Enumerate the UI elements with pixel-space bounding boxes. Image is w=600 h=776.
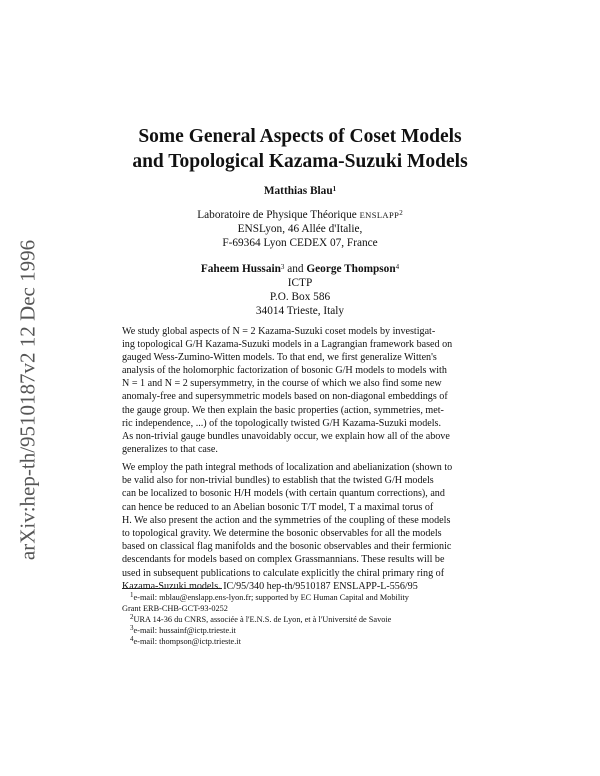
footnote-mark: 3 [130,624,134,632]
affiliation-city: F-69364 Lyon CEDEX 07, France [222,237,378,249]
abstract-paragraph-1 [122,325,478,456]
affiliation-line [0,208,600,222]
abstract-line: the gauge group. We then explain the basic properties (action, symmetries, met- [122,404,444,416]
abstract-line: used in subsequent publications to calculate explicitly the chiral primary ring of [122,567,445,579]
footnote-text: Grant ERB-CHB-GCT-93-0252 [122,604,228,613]
footnote-mark: 4 [130,635,134,643]
title-line-1: Some General Aspects of Coset Models [138,126,462,147]
abstract-line: be valid also for non-trivial bundles) to establish that the twisted G/H models [122,475,434,487]
abstract-paragraph-2 [122,461,478,593]
footnote-3 [122,625,478,636]
footnote-mark: 2 [399,209,403,217]
authors-hussain-thompson [0,262,600,276]
abstract-line: We employ the path integral methods of localization and abelianization (shown to [122,462,453,473]
abstract-line: analysis of the holomorphic factorization of bosonic G/H models to models with [122,365,447,377]
author-name: George Thompson [306,263,396,275]
affiliation-address: ENSLyon, 46 Allée d'Italie, [237,223,363,235]
affiliation-lab: Laboratoire de Physique Théorique [197,209,357,221]
author-blau [0,184,600,198]
arxiv-identifier: arXiv:hep-th/9510187v2 12 Dec 1996 [15,239,40,561]
footnote-mark: 4 [395,263,400,271]
and-word: and [287,263,304,275]
footnote-2 [122,614,478,625]
author-name: Matthias Blau [263,185,333,197]
footnote-text: e-mail: hussainf@ictp.trieste.it [133,626,236,635]
title-line-2: and Topological Kazama-Suzuki Models [132,151,468,172]
affiliation-inst: ICTP [287,277,313,289]
abstract-line: We study global aspects of N = 2 Kazama-Suzuki coset models by investigat- [122,326,436,337]
abstract-line: H. We also present the action and the symmetries of the coupling of these models [122,514,451,526]
footnote-mark: 1 [332,185,337,193]
footnotes [122,592,478,647]
abstract-line: gauged Wess-Zumino-Witten models. To that end, we first generalize Witten's [122,352,437,364]
abstract-line: ric independence, ...) of the topologically twisted G/H Kazama-Suzuki models. [122,417,441,429]
affiliation-inst: ENSLAPP [359,210,400,220]
footnote-text: URA 14-36 du CNRS, associée à l'E.N.S. de Lyon, et à l'Université de Savoie [133,615,392,624]
affiliation-box: P.O. Box 586 [269,291,331,303]
footnote-rule [122,588,222,589]
affiliation-enslapp [0,208,600,250]
footnote-1 [122,592,478,603]
abstract-line: based on classical flag manifolds and the bosonic observables and their fermionic [122,541,452,553]
abstract-line: to topological gravity. We determine the bosonic observables for all the models [122,528,442,540]
abstract-line: can be localized to bosonic H/H models (with certain quantum corrections), and [122,488,445,500]
footnote-mark: 1 [130,591,134,599]
affiliation-ictp [0,276,600,318]
affiliation-city: 34014 Trieste, Italy [255,305,345,317]
footnote-text: e-mail: thompson@ictp.trieste.it [133,637,241,646]
abstract-line: anomaly-free and supersymmetric models based on non-diagonal embeddings of [122,391,448,403]
abstract-line: generalizes to that case. [122,443,218,455]
footnote-mark: 3 [280,263,285,271]
abstract-line: N = 1 and N = 2 supersymmetry, in the course of which we also find some new [122,378,442,390]
abstract-line: ing topological G/H Kazama-Suzuki models in a Lagrangian framework based on [122,339,453,351]
abstract-line: As non-trivial gauge bundles unavoidably occur, we explain how all of the above [122,430,450,442]
abstract-line: can hence be reduced to an Abelian bosonic T/T model, T a maximal torus of [122,501,434,513]
footnote-1-continued [122,603,478,614]
paper-title [0,124,600,174]
footnote-mark: 2 [130,613,134,621]
footnote-4 [122,636,478,647]
author-name: Faheem Hussain [200,263,281,275]
footnote-text: e-mail: mblau@enslapp.ens-lyon.fr; supported by EC Human Capital and Mobility [133,593,409,602]
abstract-line: Kazama-Suzuki models. IC/95/340 hep-th/9510187 ENSLAPP-L-556/95 [122,580,418,592]
abstract-line: descendants for models based on complex Grassmannians. These results will be [122,554,445,566]
